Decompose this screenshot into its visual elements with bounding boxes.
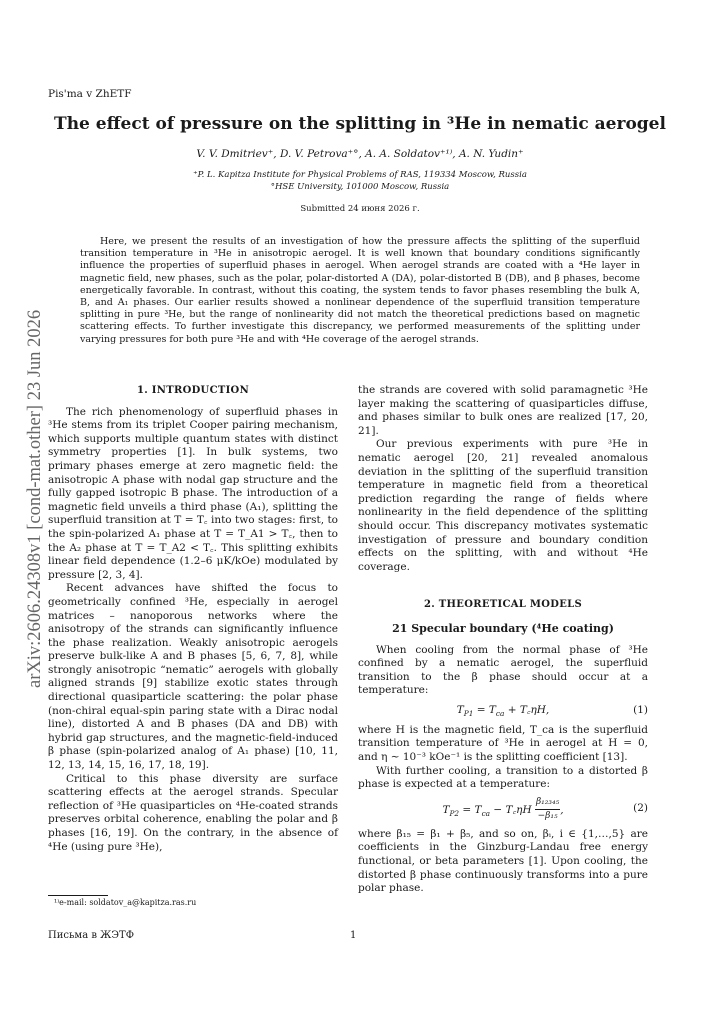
footnote: ¹⁾e-mail: soldatov_a@kapitza.ras.ru [54,898,197,907]
left-column [48,384,338,854]
equation-2-fraction: $\frac{\text{β₁₂₃₄₅}}{\text{−β₁₅}}$ [535,796,560,822]
right-column [358,384,648,896]
section-heading-theory: 2. THEORETICAL MODELS [423,599,583,611]
abstract: Here, we present the results of an investigation of how the pressure affects the splitting of the superfluid transition temperature in ³He in anisotropic aerogel. It is well known that boundary conditions significantly influence the properties of superfluid phases in aerogel. When aerogel strands are coated with a ⁴He layer in magnetic field, new phases, such as the polar, polar-distorted A (DA), polar-distorted B (DB), and β phases, become energetically favorable. In contrast, without this coating, the system tends to favor phases resembling the bulk A, B, and A₁ phases. Our earlier results showed a nonlinear dependence of the superfluid transition temperature splitting in pure ³He, but the range of nonlinearity did not match the theoretical predictions based on magnetic scattering effects. To further investigate this discrepancy, we performed measurements of the splitting under varying pressures for both pure ³He and with ⁴He coverage of the aerogel strands. [80,236,640,345]
equation-2-number: (2) [633,801,648,814]
footnote-divider [48,895,108,896]
paper-title: The effect of pressure on the splitting in ³He in nematic aerogel [54,114,666,134]
author-list: V. V. Dmitriev⁺, D. V. Petrova⁺°, A. A. Soldatov⁺¹⁾, A. N. Yudin⁺ [196,148,524,160]
arxiv-identifier [18,258,48,688]
theory-paragraph-3: With further cooling, a transition to a distorted β phase is expected at a temperature: [358,764,648,791]
theory-paragraph-4: where β₁₅ = β₁ + β₅, and so on, βᵢ, i ∈ {1,…,5} are coefficients in the Ginzburg-Landau free energy functional, or beta parameters [1]. Upon cooling, the distorted β phase continuously transforms into a pure polar phase. [358,827,648,895]
affiliation-2: °HSE University, 101000 Moscow, Russia [270,182,450,192]
theory-paragraph-1: When cooling from the normal phase of ³He confined by a nematic aerogel, the superfluid transition to the β phase should occur at a temperature: [358,643,648,697]
footer-journal: Письма в ЖЭТФ [48,930,135,941]
page-number: 1 [350,930,357,941]
equation-1: $T_{P1} = T_{ca}$ + T꜀ηH, (1) [456,703,648,718]
intro-paragraph-2: Recent advances have shifted the focus to geometrically confined ³He, especially in aerogel matrices – nanoporous networks where the anisotropy of the strands can significantly influence the phase realization. Weakly anisotropic aerogels preserve bulk-like A and B phases [5, 6, 7, 8], while strongly anisotropic “nematic” aerogels with globally aligned strands [9] stabilize exotic states through directional quasiparticle scattering: the polar phase (non-chiral equal-spin paring state with a Dirac nodal line), distorted A and B phases (DA and DB) with hybrid gap structures, and the magnetic-field-induced β phase (spin-polarized analog of A₁ phase) [10, 11, 12, 13, 14, 15, 16, 17, 18, 19]. [48,582,338,772]
intro-continuation: the strands are covered with solid paramagnetic ³He layer making the scattering of quasiparticles diffuse, and phases similar to bulk ones are realized [17, 20, 21]. [358,384,648,437]
equation-1-number: (1) [633,703,648,716]
intro-paragraph-3: Critical to this phase diversity are surface scattering effects at the aerogel strands. Specular reflection of ³He quasiparticles on ⁴He-coated strands preserves orbital coherence, enabling the polar and β phases [16, 19]. On the contrary, in the absence of ⁴He (using pure ³He), [48,772,338,853]
arxiv-identifier-text: arXiv:2606.24308v1 [cond-mat.other] 23 Jun 2026 [25,309,45,688]
submission-date: Submitted 24 июня 2026 г. [300,204,420,214]
affiliation-1: ⁺P. L. Kapitza Institute for Physical Problems of RAS, 119334 Moscow, Russia [193,170,527,180]
theory-paragraph-2: where H is the magnetic field, T_ca is the superfluid transition temperature of ³He in aerogel at H = 0, and η ∼ 10⁻³ kOe⁻¹ is the splitting coefficient [13]. [358,723,648,764]
intro-paragraph-1: The rich phenomenology of superfluid phases in ³He stems from its triplet Cooper pairing mechanism, which supports multiple quantum states with distinct symmetry properties [1]. In bulk systems, two primary phases emerge at zero magnetic field: the anisotropic A phase with nodal gap structure and the fully gapped isotropic B phase. The introduction of a magnetic field unveils a third phase (A₁), splitting the superfluid transition at T = T꜀ into two stages: first, to the spin-polarized A₁ phase at T = T_A1 > T꜀, then to the A₂ phase at T = T_A2 < T꜀. This splitting exhibits linear field dependence (1.2–6 μK/kOe) modulated by pressure [2, 3, 4]. [48,405,338,581]
journal-name: Pis'ma v ZhETF [48,88,132,100]
intro-paragraph-4: Our previous experiments with pure ³He in nematic aerogel [20, 21] revealed anomalous deviation in the splitting of the superfluid transition temperature in magnetic field from a theoretical prediction regarding the range of fields where nonlinearity in the field dependence of the splitting should occur. This discrepancy motivates systematic investigation of pressure and boundary condition effects on the splitting, with and without ⁴He coverage. [358,438,648,573]
equation-2: $T_{P2} = T_{ca}$ − T꜀ηH $\frac{\text{β₁₂₃₄₅}}{\text{−β₁₅}}$ , (2) [358,792,648,828]
section-heading-introduction: 1. INTRODUCTION [136,385,250,396]
subsection-heading-specular: 21 Specular boundary (⁴He coating) [392,621,614,635]
